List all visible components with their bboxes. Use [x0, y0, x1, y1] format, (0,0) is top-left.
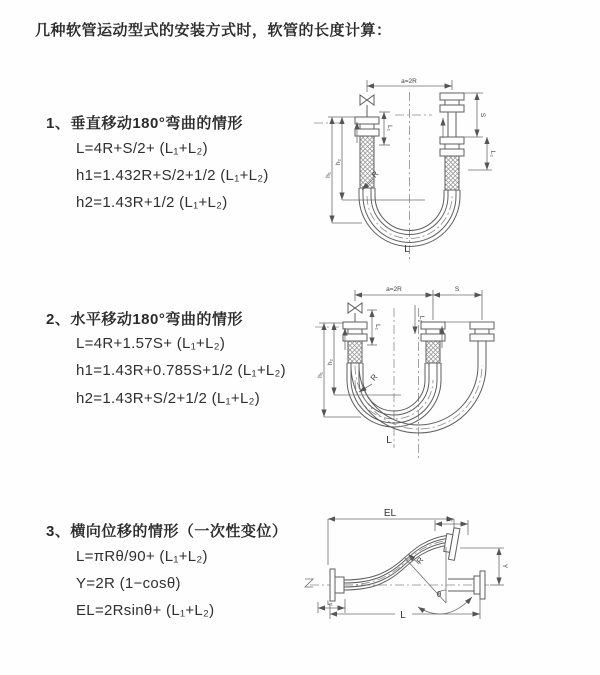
dim-label-r: R — [414, 555, 426, 566]
braided-hose-section — [426, 341, 440, 363]
section-1-formula-l: L=4R+S/2+ (L₁+L₂) — [76, 140, 208, 157]
dimension-lines — [328, 80, 492, 223]
left-pipe-end — [343, 303, 367, 363]
dim-label-l-total: L — [400, 610, 406, 621]
dim-label-a2r: a=2R — [386, 286, 402, 293]
section-1-heading: 1、垂直移动180°弯曲的情形 — [46, 115, 243, 132]
dim-label-a2r: a=2R — [401, 78, 417, 85]
dim-label-l-total: L — [386, 435, 392, 446]
dimension-lines — [318, 519, 504, 619]
dim-label-y: Y — [501, 563, 508, 569]
section-3-formula-el: EL=2Rsinθ+ (L₁+L₂) — [76, 602, 215, 619]
upper-right-pipe-end — [443, 527, 460, 561]
left-pipe-end — [330, 569, 344, 601]
dimension-lines — [319, 290, 493, 417]
section-2-formula-h2: h2=1.43R+S/2+1/2 (L₁+L₂) — [76, 390, 261, 407]
section-2-formula-h1: h1=1.43R+0.785S+1/2 (L₁+L₂) — [76, 362, 286, 379]
dim-label-r: R — [369, 169, 381, 180]
dim-label-l1: L₁ — [374, 324, 381, 330]
dim-label-s: S — [454, 286, 460, 293]
dimension-labels — [325, 78, 496, 255]
right-pipe-end — [440, 93, 464, 190]
dim-label-l2: L₂ — [418, 315, 425, 323]
right-pipe-end — [470, 322, 494, 366]
diagram-horizontal-180-bend — [305, 278, 600, 468]
diagram-lateral-displacement — [300, 495, 600, 660]
dim-label-l1: L₁ — [386, 125, 393, 131]
diagram-vertical-180-bend — [300, 70, 600, 270]
valve-icon — [360, 95, 374, 105]
dim-label-l2: L₂ — [489, 150, 496, 158]
page-title: 几种软管运动型式的安装方式时，软管的长度计算： — [35, 22, 392, 39]
dim-label-theta: θ — [436, 590, 442, 599]
dim-label-h1: h₁ — [317, 372, 324, 378]
dim-label-r: R — [368, 372, 380, 383]
centerlines — [315, 308, 419, 458]
section-3-formula-l: L=πRθ/90+ (L₁+L₂) — [76, 548, 208, 565]
section-2-formula-l: L=4R+1.57S+ (L₁+L₂) — [76, 335, 226, 352]
pipe-break-icon — [305, 579, 313, 587]
section-3-heading: 3、横向位移的情形（一次性变位） — [46, 523, 288, 540]
hose-s-curve — [344, 535, 450, 590]
dim-label-l-total: L — [404, 244, 410, 255]
section-1-formula-h2: h2=1.43R+1/2 (L₁+L₂) — [76, 194, 228, 211]
section-2-heading: 2、水平移动180°弯曲的情形 — [46, 311, 243, 328]
dimension-labels — [327, 508, 508, 621]
dim-label-l1: L₁ — [327, 600, 333, 607]
valve-icon — [348, 303, 362, 313]
section-1-formula-h1: h1=1.432R+S/2+1/2 (L₁+L₂) — [76, 167, 269, 184]
dim-label-el: EL — [383, 508, 397, 519]
section-3-formula-y: Y=2R (1−cosθ) — [76, 575, 181, 592]
dim-label-l2: L₂ — [446, 516, 454, 523]
dim-label-h2: h₂ — [335, 158, 342, 166]
braided-hose-section — [348, 341, 362, 363]
braided-hose-section — [445, 156, 459, 190]
dim-label-h1: h₁ — [325, 172, 332, 178]
middle-pipe-end — [421, 322, 445, 363]
dim-label-h2: h₂ — [327, 358, 334, 366]
dim-label-s: S — [479, 112, 486, 118]
